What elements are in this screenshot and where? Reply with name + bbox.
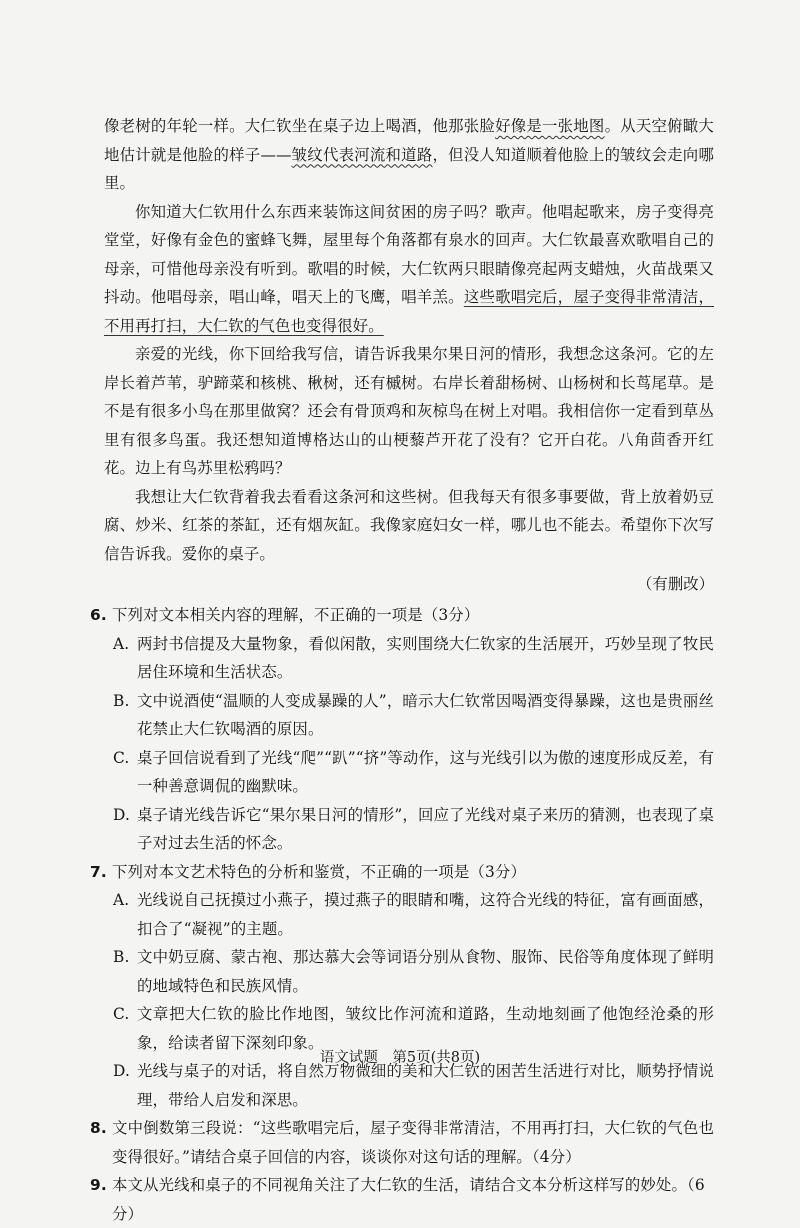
- underlined-sentence: 这些歌唱完后，屋子变得非常清洁，不用再打扫，大仁钦的气色也变得很好。: [104, 288, 715, 335]
- passage-paragraph-4: 我想让大仁钦背着我去看看这条河和这些树。但我每天有很多事要做，背上放着奶豆腐、炒米、红茶的茶缸，还有烟灰缸。我像家庭妇女一样，哪儿也不能去。希望你下次写信告诉我。爱你的桌子。: [104, 487, 714, 563]
- option-text: 光线与桌子的对话，将自然万物微细的美和大仁钦的困苦生活进行对比，顺势抒情说理，带给人启发和深思。: [137, 1062, 714, 1109]
- passage-paragraph-1: [104, 112, 714, 198]
- option-d: [104, 801, 714, 858]
- question-8: [90, 1114, 714, 1171]
- option-a: [104, 630, 714, 687]
- question-6: [90, 601, 714, 858]
- question-text: 本文从光线和桌子的不同视角关注了大仁钦的生活，请结合文本分析这样写的妙处。（6分）: [112, 1176, 705, 1223]
- option-label: B.: [113, 948, 130, 966]
- option-label: D.: [113, 805, 130, 824]
- option-text: 两封书信提及大量物象，看似闲散，实则围绕大仁钦家的生活展开，巧妙呈现了牧民居住环境和生活状态。: [137, 634, 714, 681]
- wavy-underlined-phrase: 皱纹代表河流和道路: [291, 145, 433, 164]
- question-number: 8.: [90, 1119, 107, 1137]
- wavy-underlined-phrase: 好像是一张地图: [495, 117, 605, 135]
- option-text: 桌子回信说看到了光线“爬”“趴”“挤”等动作，这与光线引以为傲的速度形成反差，有一种善意调侃的幽默味。: [137, 748, 714, 795]
- option-text: 桌子请光线告诉它“果尔果日河的情形”，回应了光线对桌子来历的猜测，也表现了桌子对过去生活的怀念。: [137, 805, 714, 852]
- option-b: [104, 687, 714, 744]
- source-note: （有删改）: [637, 575, 714, 593]
- option-text: 文章把大仁钦的脸比作地图，皱纹比作河流和道路，生动地刻画了他饱经沧桑的形象，给读者留下深刻印象。: [137, 1005, 714, 1052]
- option-label: C.: [113, 1005, 130, 1023]
- option-a: [104, 886, 714, 943]
- option-c: [104, 744, 714, 801]
- question-number: 9.: [90, 1176, 107, 1194]
- option-b: [104, 943, 714, 1000]
- option-text: 光线说自己抚摸过小燕子，摸过燕子的眼睛和嘴，这符合光线的特征，富有画面感，扣合了“凝视”的主题。: [137, 891, 714, 938]
- text-span: 像老树的年轮一样。大仁钦坐在桌子边上喝酒，他那张脸: [104, 117, 496, 135]
- question-number: 7.: [90, 862, 107, 881]
- page-footer: 语文试题 第5页(共8页): [319, 1050, 481, 1066]
- question-stem: [90, 1171, 714, 1228]
- option-label: A.: [113, 891, 130, 909]
- text-span: ，但没人知道顺着他脸上的皱纹会走向哪里。: [104, 145, 714, 192]
- option-label: C.: [113, 748, 130, 767]
- passage-paragraph-2: [104, 198, 714, 341]
- question-stem: [90, 1114, 714, 1171]
- option-label: A.: [113, 634, 130, 653]
- question-stem: [90, 858, 714, 887]
- option-text: 文中说酒使“温顺的人变成暴躁的人”，暗示大仁钦常因喝酒变得暴躁，这也是贵丽丝花禁止大仁钦喝酒的原因。: [137, 691, 714, 738]
- option-text: 文中奶豆腐、蒙古袍、那达慕大会等词语分别从食物、服饰、民俗等角度体现了鲜明的地域特色和民族风情。: [137, 948, 714, 995]
- option-label: B.: [113, 691, 130, 710]
- option-label: D.: [113, 1062, 130, 1080]
- passage-paragraph-3: 亲爱的光线，你下回给我写信，请告诉我果尔果日河的情形，我想念这条河。它的左岸长着芦苇，驴蹄菜和核桃、楸树，还有槭树。右岸长着甜杨树、山杨树和长茑尾草。是不是有很多小鸟在那里做窝？还会有骨顶鸡和灰椋鸟在树上对唱。我相信你一定看到草丛里有很多鸟蛋。我还想知道博格达山的山梗藜芦开花了没有？它开白花。八角茴香开红花。边上有鸟苏里松鸦吗？: [104, 345, 714, 477]
- text-span: 。从天空俯瞰大地估计就是他脸的样子——: [104, 117, 714, 164]
- question-text: 文中倒数第三段说：“这些歌唱完后，屋子变得非常清洁，不用再打扫，大仁钦的气色也变得很好。”请结合桌子回信的内容，谈谈你对这句话的理解。（4分）: [112, 1119, 714, 1166]
- question-text: 下列对文本相关内容的理解，不正确的一项是（3分）: [112, 606, 480, 624]
- question-number: 6.: [90, 606, 107, 624]
- question-9: [90, 1171, 714, 1228]
- text-span: 你知道大仁钦用什么东西来装饰这间贫困的房子吗？歌声。他唱起歌来，房子变得亮堂堂，好像有金色的蜜蜂飞舞，屋里每个角落都有泉水的回声。大仁钦最喜欢歌唱自己的母亲，可惜他母亲没有听到。歌唱的时候，大仁钦两只眼睛像亮起两支蜡烛，火苗战栗又抖动。他唱母亲，唱山峰，唱天上的飞鹰，唱羊羔。: [104, 202, 714, 306]
- question-7: [90, 858, 714, 1115]
- question-text: 下列对本文艺术特色的分析和鉴赏，不正确的一项是（3分）: [112, 862, 526, 881]
- question-stem: [90, 601, 714, 630]
